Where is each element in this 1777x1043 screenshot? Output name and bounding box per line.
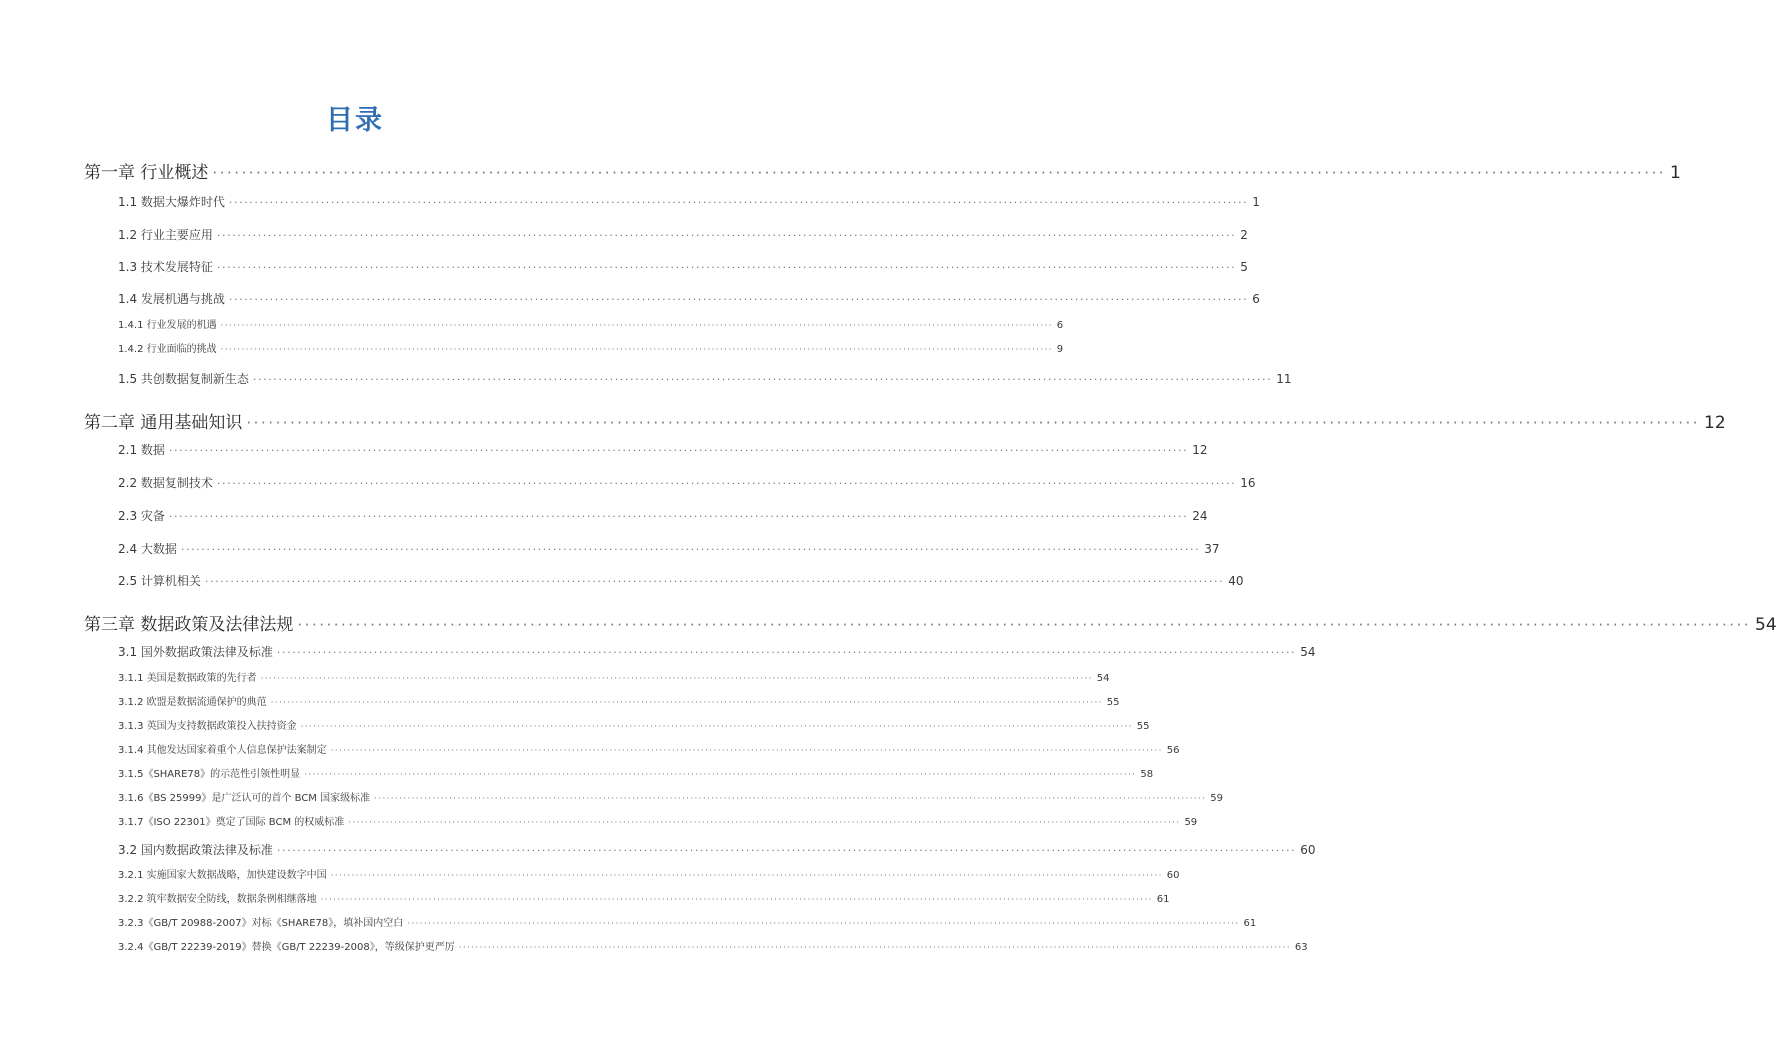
- toc-page-number: 60: [1166, 870, 1180, 881]
- toc-page-number: 6: [1252, 292, 1260, 306]
- toc-section-entry[interactable]: [118, 507, 1208, 524]
- toc-entry-label: 1.1 数据大爆炸时代: [118, 195, 225, 209]
- toc-entry-label: 1.4.1 行业发展的机遇: [118, 320, 217, 331]
- toc-leader-dots: ········································································································································································································: [168, 444, 1189, 457]
- toc-leader-dots: ········································································································································································································: [374, 794, 1207, 804]
- toc-section-entry[interactable]: [118, 572, 1244, 589]
- toc-subsection-entry[interactable]: [118, 890, 1170, 905]
- toc-entry-label: 3.1.3 英国为支持数据政策投入扶持资金: [118, 721, 297, 732]
- toc-page-number: 1: [1252, 195, 1260, 209]
- toc-section-entry[interactable]: [118, 474, 1256, 491]
- toc-leader-dots: ········································································································································································································: [228, 293, 1249, 306]
- toc-title: 目录: [326, 105, 384, 136]
- toc-leader-dots: ········································································································································································································: [220, 345, 1053, 355]
- toc-leader-dots: ········································································································································································································: [297, 616, 1752, 634]
- toc-leader-dots: ········································································································································································································: [220, 321, 1053, 331]
- toc-entry-label: 1.4 发展机遇与挑战: [118, 292, 225, 306]
- toc-entry-label: 2.1 数据: [118, 443, 165, 457]
- toc-page-number: 54: [1755, 615, 1777, 635]
- toc-page-number: 58: [1140, 769, 1154, 780]
- toc-leader-dots: ········································································································································································································: [300, 722, 1133, 732]
- toc-subsection-entry[interactable]: [118, 693, 1120, 708]
- toc-entry-label: 3.1 国外数据政策法律及标准: [118, 645, 273, 659]
- toc-leader-dots: ········································································································································································································: [216, 261, 1237, 274]
- toc-section-entry[interactable]: [118, 258, 1248, 275]
- toc-entry-label: 1.5 共创数据复制新生态: [118, 372, 249, 386]
- toc-section-entry[interactable]: [118, 370, 1292, 387]
- toc-entry-label: 2.3 灾备: [118, 509, 165, 523]
- toc-page-number: 55: [1136, 721, 1150, 732]
- toc-subsection-entry[interactable]: [118, 669, 1110, 684]
- toc-section-entry[interactable]: [118, 540, 1220, 557]
- toc-entry-label: 第一章 行业概述: [84, 163, 209, 183]
- toc-subsection-entry[interactable]: [118, 914, 1257, 929]
- toc-page-number: 63: [1294, 942, 1308, 953]
- toc-page-number: 56: [1166, 745, 1180, 756]
- toc-leader-dots: ········································································································································································································: [407, 919, 1240, 929]
- toc-leader-dots: ········································································································································································································: [260, 674, 1093, 684]
- toc-page-number: 59: [1184, 817, 1198, 828]
- toc-page-number: 1: [1670, 163, 1681, 183]
- toc-page-number: 24: [1192, 509, 1208, 523]
- toc-leader-dots: ········································································································································································································: [246, 414, 1701, 432]
- toc-chapter-entry[interactable]: [84, 158, 1681, 183]
- toc-subsection-entry[interactable]: [118, 813, 1198, 828]
- toc-section-entry[interactable]: [118, 841, 1316, 858]
- toc-subsection-entry[interactable]: [118, 866, 1180, 881]
- toc-subsection-entry[interactable]: [118, 316, 1064, 331]
- toc-leader-dots: ········································································································································································································: [330, 746, 1163, 756]
- toc-page-number: 60: [1300, 843, 1316, 857]
- toc-section-entry[interactable]: [118, 643, 1316, 660]
- toc-entry-label: 3.2.4《GB/T 22239-2019》替换《GB/T 22239-2008》，等级保护更严厉: [118, 942, 455, 953]
- toc-leader-dots: ········································································································································································································: [276, 646, 1297, 659]
- toc-entry-label: 第二章 通用基础知识: [84, 413, 243, 433]
- toc-page-number: 11: [1276, 372, 1292, 386]
- toc-entry-label: 3.1.7《ISO 22301》奠定了国际 BCM 的权威标准: [118, 817, 345, 828]
- toc-leader-dots: ········································································································································································································: [216, 229, 1237, 242]
- toc-page-number: 12: [1704, 413, 1726, 433]
- toc-entry-label: 1.4.2 行业面临的挑战: [118, 344, 217, 355]
- toc-entry-label: 3.1.4 其他发达国家着重个人信息保护法案制定: [118, 745, 327, 756]
- toc-entry-label: 3.2.1 实施国家大数据战略，加快建设数字中国: [118, 870, 327, 881]
- toc-leader-dots: ········································································································································································································: [212, 164, 1667, 182]
- toc-page-number: 55: [1106, 697, 1120, 708]
- toc-leader-dots: ········································································································································································································: [252, 373, 1273, 386]
- toc-entry-label: 2.5 计算机相关: [118, 574, 201, 588]
- toc-section-entry[interactable]: [118, 193, 1260, 210]
- toc-section-entry[interactable]: [118, 290, 1260, 307]
- toc-subsection-entry[interactable]: [118, 938, 1308, 953]
- toc-page-number: 59: [1210, 793, 1224, 804]
- toc-entry-label: 1.2 行业主要应用: [118, 228, 213, 242]
- toc-entry-label: 第三章 数据政策及法律法规: [84, 615, 294, 635]
- toc-entry-label: 3.1.2 欧盟是数据流通保护的典范: [118, 697, 267, 708]
- toc-entry-label: 3.1.1 美国是数据政策的先行者: [118, 673, 257, 684]
- toc-entry-label: 3.2.3《GB/T 20988-2007》对标《SHARE78》，填补国内空白: [118, 918, 404, 929]
- toc-section-entry[interactable]: [118, 226, 1248, 243]
- toc-leader-dots: ········································································································································································································: [216, 477, 1237, 490]
- toc-entry-label: 1.3 技术发展特征: [118, 260, 213, 274]
- toc-subsection-entry[interactable]: [118, 717, 1150, 732]
- toc-page-number: 61: [1243, 918, 1257, 929]
- toc-page-number: 16: [1240, 476, 1256, 490]
- toc-leader-dots: ········································································································································································································: [270, 698, 1103, 708]
- toc-entry-label: 3.1.6《BS 25999》是广泛认可的首个 BCM 国家级标准: [118, 793, 371, 804]
- toc-subsection-entry[interactable]: [118, 765, 1154, 780]
- toc-leader-dots: ········································································································································································································: [348, 818, 1181, 828]
- toc-leader-dots: ········································································································································································································: [320, 895, 1153, 905]
- toc-leader-dots: ········································································································································································································: [168, 510, 1189, 523]
- toc-entry-label: 3.2.2 筑牢数据安全防线，数据条例相继落地: [118, 894, 317, 905]
- toc-leader-dots: ········································································································································································································: [330, 871, 1163, 881]
- toc-section-entry[interactable]: [118, 441, 1208, 458]
- toc-leader-dots: ········································································································································································································: [276, 844, 1297, 857]
- toc-entry-label: 3.2 国内数据政策法律及标准: [118, 843, 273, 857]
- toc-page-number: 9: [1056, 344, 1064, 355]
- toc-entry-label: 2.4 大数据: [118, 542, 177, 556]
- toc-page-number: 37: [1204, 542, 1220, 556]
- toc-page-number: 61: [1156, 894, 1170, 905]
- toc-leader-dots: ········································································································································································································: [304, 770, 1137, 780]
- toc-page-number: 40: [1228, 574, 1244, 588]
- toc-subsection-entry[interactable]: [118, 741, 1180, 756]
- toc-leader-dots: ········································································································································································································: [204, 575, 1225, 588]
- toc-page-number: 54: [1096, 673, 1110, 684]
- toc-leader-dots: ········································································································································································································: [458, 943, 1291, 953]
- toc-subsection-entry[interactable]: [118, 789, 1224, 804]
- toc-page-number: 5: [1240, 260, 1248, 274]
- toc-entry-label: 2.2 数据复制技术: [118, 476, 213, 490]
- toc-chapter-entry[interactable]: [84, 610, 1777, 635]
- toc-page-number: 2: [1240, 228, 1248, 242]
- toc-page-number: 6: [1056, 320, 1064, 331]
- toc-page-number: 12: [1192, 443, 1208, 457]
- toc-page-number: 54: [1300, 645, 1316, 659]
- toc-leader-dots: ········································································································································································································: [180, 543, 1201, 556]
- toc-subsection-entry[interactable]: [118, 340, 1064, 355]
- toc-chapter-entry[interactable]: [84, 408, 1726, 433]
- toc-entry-label: 3.1.5《SHARE78》的示范性引领性明显: [118, 769, 301, 780]
- toc-leader-dots: ········································································································································································································: [228, 196, 1249, 209]
